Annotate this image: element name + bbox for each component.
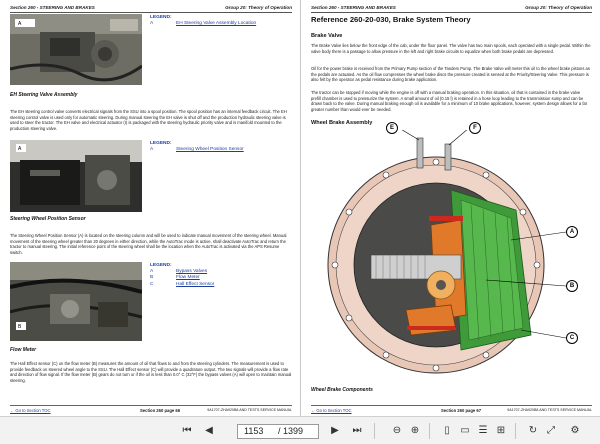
last-page-icon[interactable]: ⏭	[352, 425, 362, 436]
prev-page-icon[interactable]: ◀	[205, 425, 213, 436]
page-footer	[10, 405, 292, 413]
legend-link-eh-valve-location[interactable]: EH Steering Valve Assembly Location	[176, 21, 257, 27]
callout-f: F	[469, 122, 481, 134]
legend-flow-meter	[150, 263, 290, 288]
legend-key: B	[150, 275, 154, 281]
header-section: Section 260 - STEERING AND BRAKES	[311, 5, 396, 10]
settings-icon[interactable]: ⚙	[570, 425, 580, 436]
callout-a: A	[566, 226, 578, 238]
legend-title: LEGEND:	[150, 263, 172, 268]
pdf-viewer-toolbar	[0, 416, 600, 444]
legend-steering-sensor	[150, 141, 290, 153]
caption-steering-sensor: Steering Wheel Position Sensor	[10, 216, 86, 222]
header-section: Section 260 - STEERING AND BRAKES	[10, 5, 95, 10]
legend-link-flow-meter[interactable]: Flow Meter	[176, 275, 200, 281]
rotate-icon[interactable]: ↻	[528, 425, 538, 436]
paragraph-manual-braking: The tractor can be stopped if moving while the engine is off with a manual braking operation. In this situation, oil that is contained in the brake valve prefill chamber is used to pressurize the system. A small amount of oil (0.15 l) is retained in a hose loop leading to the transmission sump and can be drawn back to the valve. During manual braking enough oil is available for a minimum of 10 brake applications, however, system design allows for a far greater number than would ever be needed.	[311, 90, 588, 112]
paragraph-steering-sensor: The Steering Wheel Position Sensor (A) is located on the steering column and will be used to indicate manual movement of the steering wheel. Manual movement of the steering wheel greater than 20 degrees in either direction, while the AutoTrac mode is active, shall deactivate AutoTrac and return the tractor to manual steering. The initial reference point of the steering wheel shall be the location when the AutoTrac is activated via the APS Resume switch.	[10, 233, 287, 255]
legend-key: C	[150, 281, 154, 287]
zoom-out-icon[interactable]: ⊖	[392, 425, 402, 436]
legend-row	[150, 147, 290, 153]
running-header	[10, 4, 292, 13]
legend-key: A	[150, 21, 154, 27]
total-pages-label: / 1399	[278, 426, 304, 436]
steering-sensor-photo	[10, 140, 142, 212]
toolbar-separator	[515, 423, 516, 439]
legend-link-bypass-valves[interactable]: Bypass Valves	[176, 269, 208, 275]
legend-link-steering-sensor[interactable]: Steering Wheel Position Sensor	[176, 147, 244, 153]
caption-eh-valve: EH Steering Valve Assembly	[10, 92, 78, 98]
right-page	[301, 0, 600, 416]
fullscreen-icon[interactable]: ⤢	[547, 425, 555, 436]
callout-c: C	[566, 332, 578, 344]
legend-row	[150, 282, 290, 288]
manual-id: 9A1707-ZHA920B8 AND TESTS SERVICE MANUAL	[507, 408, 592, 412]
wheel-brake-diagram	[311, 125, 591, 375]
legend-key: A	[150, 269, 154, 275]
left-page	[0, 0, 300, 416]
toolbar-separator	[374, 423, 375, 439]
flow-meter-photo	[10, 262, 142, 341]
caption-flow-meter: Flow Meter	[10, 347, 37, 353]
reference-title: Reference 260-20-030, Brake System Theory	[311, 15, 471, 24]
callout-e: E	[386, 122, 398, 134]
paragraph-eh-valve: The EH steering control valve converts electrical signals from the SSU into a spool position. The spool position has an internal feedback circuit. The EH steering control valve is used only for automatic steering. During manual steering the EH valve is shut off and the production hydraulic steering valve is used to steer the tractor. The EH valve and electrical actuator (I) is packaged with the steering hydraulic priority valve and is manifold mounted to the production steering valve.	[10, 109, 287, 131]
page-footer	[311, 405, 592, 413]
paragraph-flow-meter: The Hall Effect sensor (C) on the flow meter (B) measures the amount of oil that flows to and from the steering cylinders. The measurement is used to provide feedback on steered wheel angle to the SSU. The Hall Effect sensor (C) will provide a quadrature output. The two signals will provide a flow rate and direction of flow signal. If the flow meter (B) gears do not turn or if the oil is less than 0.0° C (32°F) the bypass valves (A) will open to maintain manual steering.	[10, 361, 292, 383]
callout-b: B	[566, 280, 578, 292]
page-number: Section 260 page 66	[140, 408, 181, 413]
paragraph-brake-valve: The Brake Valve lies below the front edge of the cab, under the floor panel. The valve has two main spools, each operated with a single pedal. Within the valve body there is a passage to allow pressure in the left and right brake circuits to equalize when both brake pedals are depressed.	[311, 43, 591, 54]
header-group: Group 20: Theory of Operation	[525, 5, 592, 10]
next-page-icon[interactable]: ▶	[331, 425, 339, 436]
running-header	[311, 4, 592, 13]
header-group: Group 20: Theory of Operation	[225, 5, 292, 10]
section-toc-link[interactable]: ← Go to Section TOC	[311, 408, 352, 413]
section-toc-link[interactable]: ← Go to Section TOC	[10, 408, 51, 413]
legend-title: LEGEND:	[150, 141, 172, 146]
fit-page-icon[interactable]: ▯	[444, 425, 450, 436]
legend-row	[150, 21, 290, 27]
legend-link-hall-effect-sensor[interactable]: Hall Effect Sensor	[176, 281, 215, 287]
two-page-icon[interactable]: ▭	[460, 425, 470, 436]
paragraph-power-brake: Oil for the power brake is received from the Primary Pump section of the Tandem Pump. The Brake Valve will meter this oil to the wheel brake pistons as the pedals are actuated. As the oil flow compresses the wheel brake discs the pressure created is sensed at the Priority/Steering Valve. This pressure is also felt by the operator as pedal resistance during brake application.	[311, 66, 590, 83]
wheel-brake-heading: Wheel Brake Assembly	[311, 120, 373, 126]
first-page-icon[interactable]: ⏮	[182, 425, 192, 436]
current-page-value[interactable]: 1153	[244, 426, 264, 436]
toolbar-separator	[429, 423, 430, 439]
legend-eh-valve	[150, 15, 290, 27]
caption-wheel-brake: Wheel Brake Components	[311, 387, 373, 393]
grid-view-icon[interactable]: ⊞	[496, 425, 506, 436]
page-number: Section 260 page 67	[441, 408, 482, 413]
svg-text:A: A	[18, 21, 22, 27]
legend-title: LEGEND:	[150, 15, 172, 20]
svg-text:B: B	[18, 324, 22, 330]
svg-text:A: A	[18, 146, 22, 152]
page-number-field[interactable]	[237, 424, 319, 439]
continuous-scroll-icon[interactable]: ☰	[478, 425, 488, 436]
eh-valve-photo	[10, 14, 142, 85]
brake-valve-heading: Brake Valve	[311, 33, 343, 39]
legend-key: A	[150, 147, 154, 153]
zoom-in-icon[interactable]: ⊕	[410, 425, 420, 436]
manual-id: 9A1707-ZHA920B8 AND TESTS SERVICE MANUAL	[207, 408, 292, 412]
